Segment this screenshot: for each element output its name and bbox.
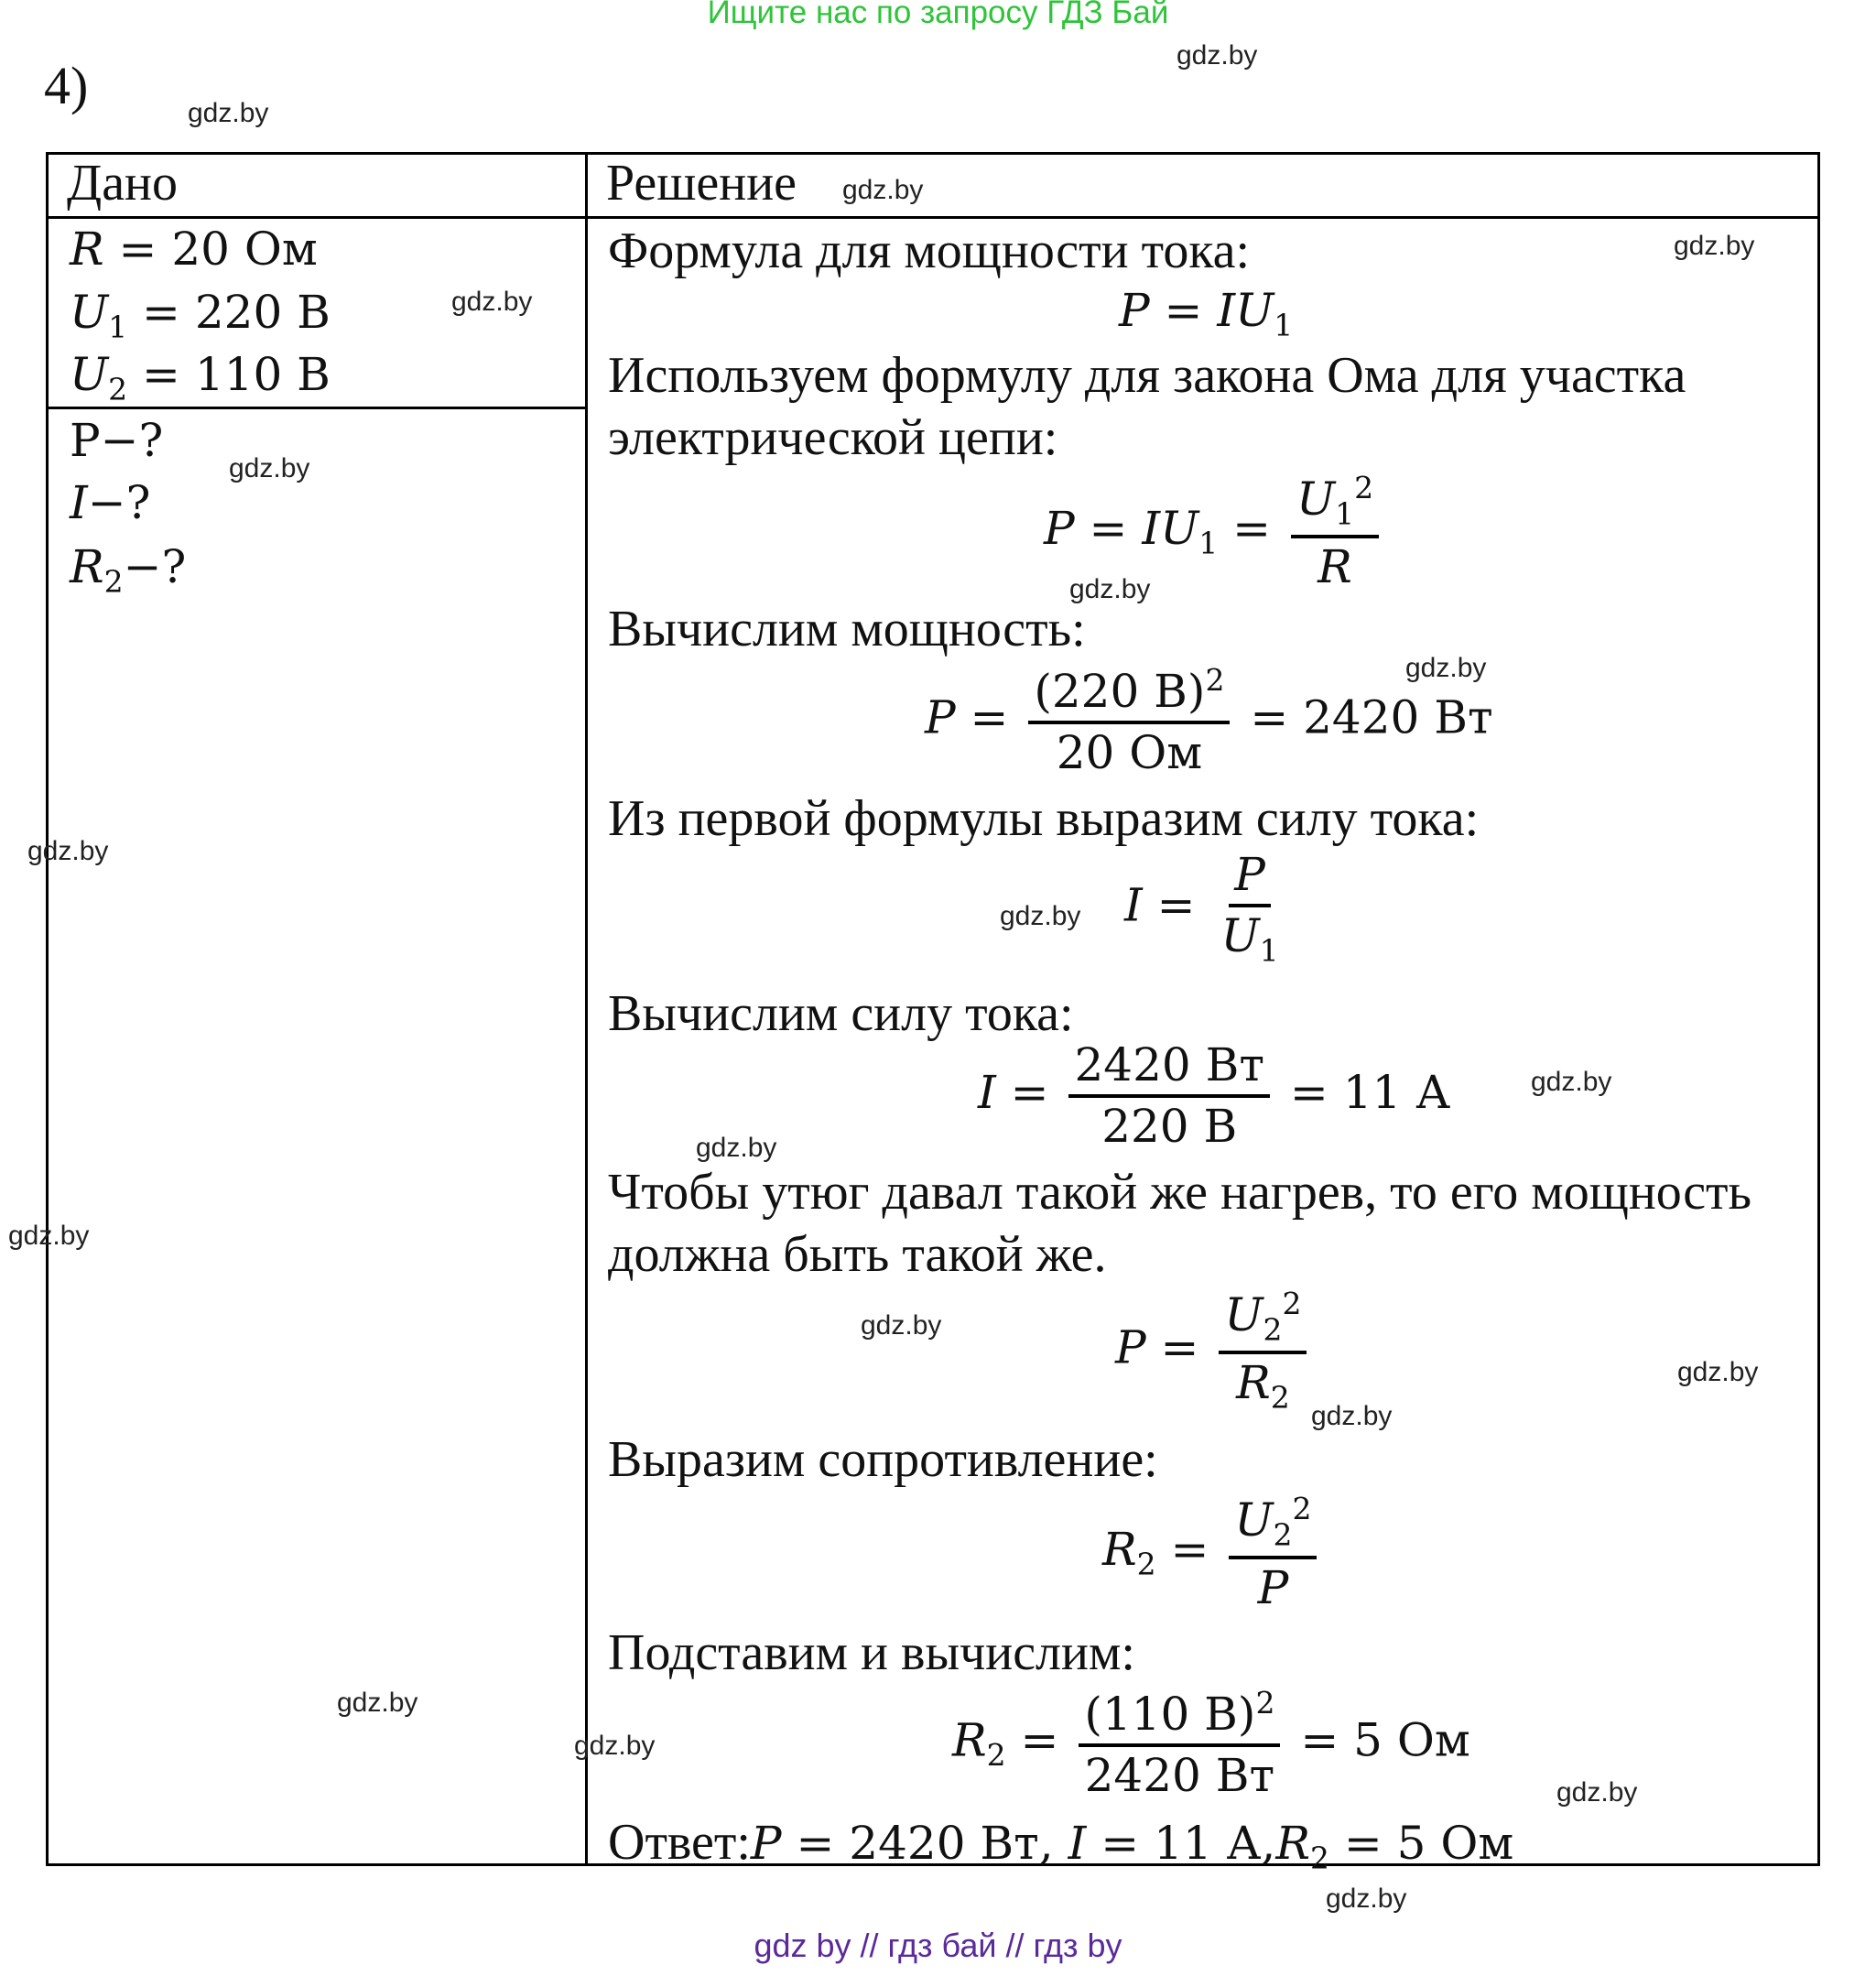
answer-current: = 11 А, [1086, 1817, 1276, 1870]
u2-subscript: 2 [108, 371, 128, 407]
given-voltage-1 [70, 286, 331, 345]
sym-eq: = [1235, 690, 1304, 744]
footer-links: gdz by // гдз бай // гдз by [754, 1927, 1122, 1964]
numerator-220: (220 В) [1034, 665, 1206, 719]
watermark: gdz.by [27, 836, 109, 866]
watermark: gdz.by [696, 1133, 777, 1163]
solution-line-8: должна быть такой же. [608, 1226, 1107, 1283]
formula-current [1124, 850, 1290, 968]
var-r2: R [70, 540, 104, 593]
fraction [1028, 664, 1230, 778]
watermark: gdz.by [574, 1731, 656, 1761]
solution-line-1: Формула для мощности тока: [608, 223, 1251, 279]
sym-eq: = [955, 690, 1024, 744]
solution-line-3: электрической цепи: [608, 409, 1058, 466]
sym-p: P [925, 690, 956, 744]
sym-p: P [1234, 848, 1265, 901]
sym-p: P [1119, 284, 1150, 337]
watermark: gdz.by [1000, 901, 1081, 931]
top-banner: Ищите нас по запросу ГДЗ Бай [707, 0, 1169, 30]
solution-line-2: Используем формулу для закона Ома для участка [608, 347, 1686, 404]
problem-number: 4) [44, 56, 89, 115]
watermark: gdz.by [1531, 1067, 1612, 1097]
solution-line-10: Подставим и вычислим: [608, 1624, 1135, 1681]
answer-label: Ответ: [608, 1814, 751, 1871]
sub-1: 1 [1198, 525, 1219, 561]
fraction [1229, 1493, 1317, 1613]
sym-p: P [750, 1817, 782, 1870]
table-border-right [1817, 152, 1820, 1866]
watermark: gdz.by [451, 287, 533, 317]
sym-p: P [1257, 1560, 1289, 1614]
formula-resistance-2 [1102, 1493, 1322, 1613]
sym-u: U [1296, 472, 1336, 527]
sym-u: U [1235, 284, 1274, 337]
result-11: 11 А [1342, 1066, 1451, 1119]
sym-u: U [1220, 909, 1260, 962]
fraction [1291, 472, 1379, 592]
watermark: gdz.by [1069, 574, 1151, 604]
sub-2: 2 [986, 1737, 1006, 1774]
solution-line-7: Чтобы утюг давал такой же нагрев, то его мощность [608, 1164, 1752, 1221]
given-u2-value: = 110 В [127, 348, 331, 401]
solution-line-6: Вычислим силу тока: [608, 985, 1074, 1042]
denominator-2420: 2420 Вт [1084, 1749, 1275, 1803]
sub-2: 2 [1273, 1516, 1293, 1553]
solution-header: Решение [606, 155, 797, 212]
watermark: gdz.by [1677, 1357, 1759, 1387]
calc-current [978, 1040, 1450, 1152]
sup-2: 2 [1292, 1491, 1312, 1526]
sym-i: I [1068, 1817, 1087, 1870]
find-current [70, 476, 150, 529]
watermark: gdz.by [229, 453, 310, 483]
answer-line [608, 1813, 1513, 1876]
sub-2: 2 [1270, 1379, 1290, 1416]
sym-i: I [978, 1066, 996, 1119]
given-resistance [70, 223, 318, 276]
sym-eq: = [1149, 284, 1218, 337]
sym-eq: = [1155, 1522, 1224, 1576]
result-2420: 2420 Вт [1303, 690, 1493, 744]
sub-2: 2 [1309, 1840, 1329, 1876]
sym-u: U [1224, 1288, 1263, 1342]
sym-p: P [1044, 501, 1075, 555]
var-i: I [70, 476, 88, 529]
given-voltage-2 [70, 348, 331, 407]
solution-line-4: Вычислим мощность: [608, 601, 1086, 657]
sub-2: 2 [1263, 1311, 1283, 1348]
sym-r: R [952, 1713, 987, 1767]
sup-2: 2 [1354, 470, 1374, 505]
sym-i: I [1124, 878, 1143, 932]
sup-2: 2 [1255, 1685, 1275, 1721]
find-i-rest: −? [87, 476, 151, 529]
watermark: gdz.by [861, 1310, 942, 1341]
sym-r: R [1102, 1522, 1137, 1576]
sym-p: P [1115, 1320, 1146, 1374]
formula-power-2 [1115, 1287, 1312, 1415]
denominator-220: 220 В [1101, 1100, 1238, 1153]
watermark: gdz.by [188, 98, 269, 128]
given-u1-value: = 220 В [127, 286, 331, 339]
watermark: gdz.by [8, 1221, 90, 1251]
u1-subscript: 1 [108, 309, 128, 345]
var-r: R [70, 223, 104, 276]
sym-eq: = [1275, 1066, 1343, 1119]
watermark: gdz.by [1405, 653, 1487, 683]
formula-power [1119, 284, 1293, 343]
sym-eq: = [1142, 878, 1210, 932]
answer-power: = 2420 Вт, [781, 1817, 1068, 1870]
sym-i: I [1217, 284, 1236, 337]
find-resistance-2 [70, 540, 186, 600]
sym-eq: = [1145, 1320, 1214, 1374]
sym-u: U [1234, 1493, 1274, 1547]
sym-r: R [1275, 1817, 1310, 1870]
sym-eq: = [1218, 501, 1285, 555]
watermark: gdz.by [842, 175, 924, 205]
sym-r: R [1236, 1355, 1271, 1409]
watermark: gdz.by [1326, 1884, 1407, 1914]
watermark: gdz.by [1177, 40, 1258, 71]
table-border-top [46, 152, 1820, 155]
find-r2-rest: −? [123, 540, 187, 593]
sym-u: U [1160, 501, 1199, 555]
sub-1: 1 [1274, 307, 1294, 343]
fraction [1079, 1687, 1280, 1801]
watermark: gdz.by [1311, 1401, 1393, 1431]
var-u2: U [70, 348, 109, 401]
sym-r: R [1318, 539, 1352, 593]
sub-1: 1 [1335, 495, 1355, 532]
fraction [1215, 850, 1284, 968]
denominator-20: 20 Ом [1056, 726, 1203, 780]
sym-i: I [1142, 501, 1161, 555]
fraction [1068, 1040, 1270, 1152]
numerator-110: (110 В) [1084, 1688, 1256, 1742]
sym-eq: = [1005, 1713, 1074, 1767]
sym-eq: = [1285, 1713, 1354, 1767]
result-5: 5 Ом [1353, 1713, 1470, 1767]
numerator-2420: 2420 Вт [1068, 1040, 1270, 1098]
watermark: gdz.by [337, 1688, 418, 1718]
sup-2: 2 [1282, 1286, 1302, 1321]
sup-2: 2 [1205, 662, 1225, 698]
table-header-divider [46, 216, 1820, 219]
watermark: gdz.by [1674, 231, 1755, 261]
fraction [1219, 1287, 1307, 1415]
solution-line-9: Выразим сопротивление: [608, 1431, 1158, 1488]
r2-subscript: 2 [103, 563, 124, 600]
var-u1: U [70, 286, 109, 339]
calc-resistance-2 [952, 1687, 1470, 1801]
sub-1: 1 [1259, 932, 1279, 969]
solution-line-5: Из первой формулы выразим силу тока: [608, 790, 1480, 847]
given-r-value: = 20 Ом [103, 223, 318, 276]
answer-resistance: = 5 Ом [1328, 1817, 1514, 1870]
sym-eq: = [1074, 501, 1143, 555]
find-power: P−? [70, 414, 164, 467]
sub-2: 2 [1136, 1546, 1156, 1582]
sym-eq: = [995, 1066, 1064, 1119]
watermark: gdz.by [1556, 1777, 1638, 1808]
given-header: Дано [67, 155, 179, 212]
